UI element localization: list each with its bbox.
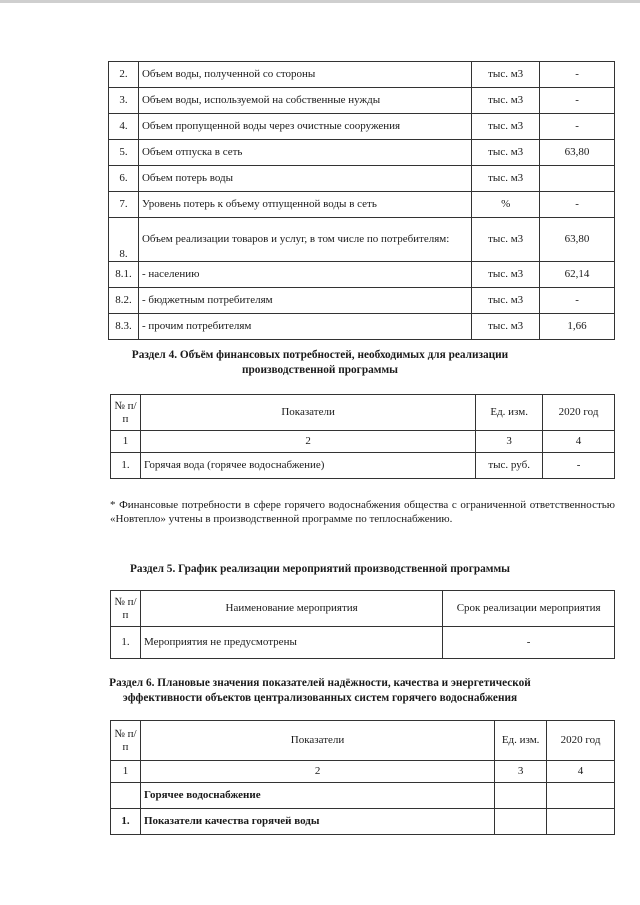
row-unit: тыс. м3 [472,166,540,192]
row-num: 8. [109,218,139,262]
index-3: 3 [495,761,547,783]
group-num [111,783,141,809]
row-unit: тыс. м3 [472,114,540,140]
row-year [547,809,615,835]
row-name: Мероприятия не предусмотрены [140,627,442,659]
row-num: 8.2. [109,288,139,314]
index-4: 4 [543,431,615,453]
row-value: - [540,192,615,218]
table-row [109,140,615,166]
index-4: 4 [547,761,615,783]
row-num: 5. [109,140,139,166]
section5-title: Раздел 5. График реализации мероприятий производственной программы [130,563,510,575]
index-3: 3 [476,431,543,453]
table-row [109,192,615,218]
table-row [109,314,615,340]
index-1: 1 [111,431,141,453]
section6-title: Раздел 6. Плановые значения показателей надёжности, качества и энергетической эффективности объектов централизованных систем горячего водоснабжения [109,677,531,704]
table-row [109,88,615,114]
index-2: 2 [140,431,475,453]
group-unit [495,783,547,809]
row-name: Объем потерь воды [138,166,471,192]
row-name: - населению [138,262,471,288]
header-name: Показатели [140,721,494,761]
row-num: 1. [111,627,141,659]
group-year [547,783,615,809]
header-name: Наименование мероприятия [140,591,442,627]
index-1: 1 [111,761,141,783]
header-unit: Ед. изм. [476,395,543,431]
table-row [109,262,615,288]
index-2: 2 [140,761,494,783]
header-name: Показатели [140,395,475,431]
row-name: Объем воды, используемой на собственные нужды [138,88,471,114]
row-value: 1,66 [540,314,615,340]
row-unit: тыс. м3 [472,62,540,88]
row-num: 1. [111,453,141,479]
row-num: 3. [109,88,139,114]
row-num: 4. [109,114,139,140]
schedule-table [110,590,615,659]
row-value: 63,80 [540,140,615,166]
section4-title: Раздел 4. Объём финансовых потребностей, необходимых для реализации производственной программы [131,349,509,376]
row-unit: тыс. м3 [472,314,540,340]
header-year: 2020 год [543,395,615,431]
row-name: Объем воды, полученной со стороны [138,62,471,88]
table-row [109,166,615,192]
group-name: Горячее водоснабжение [140,783,494,809]
row-unit: тыс. м3 [472,288,540,314]
row-name: Объем отпуска в сеть [138,140,471,166]
table-row [109,62,615,88]
row-num: 8.1. [109,262,139,288]
financial-needs-table [110,394,615,479]
financial-note: * Финансовые потребности в сфере горячего водоснабжения общества с ограниченной ответственностью «Новтепло» учтены в производственной программе по теплоснабжению. [110,499,615,525]
row-unit: тыс. м3 [472,140,540,166]
water-volume-table [108,61,615,340]
row-name: Уровень потерь к объему отпущенной воды в сеть [138,192,471,218]
row-unit: тыс. м3 [472,88,540,114]
row-name: Объем пропущенной воды через очистные сооружения [138,114,471,140]
row-name: - прочим потребителям [138,314,471,340]
row-num: 6. [109,166,139,192]
row-value: - [540,114,615,140]
row-name: Показатели качества горячей воды [140,809,494,835]
header-unit: Ед. изм. [495,721,547,761]
row-num: 8.3. [109,314,139,340]
header-num: № п/п [111,721,141,761]
row-value: - [540,62,615,88]
table-row [109,114,615,140]
row-unit: % [472,192,540,218]
row-value: - [540,288,615,314]
row-unit: тыс. м3 [472,218,540,262]
row-name: - бюджетным потребителям [138,288,471,314]
row-value: 63,80 [540,218,615,262]
row-num: 7. [109,192,139,218]
row-name: Объем реализации товаров и услуг, в том числе по потребителям: [138,218,471,262]
row-unit: тыс. руб. [476,453,543,479]
row-term: - [443,627,615,659]
row-year: - [543,453,615,479]
scan-top-edge [0,0,640,3]
header-term: Срок реализации мероприятия [443,591,615,627]
table-row [109,218,615,262]
row-num: 2. [109,62,139,88]
row-num: 1. [111,809,141,835]
header-year: 2020 год [547,721,615,761]
row-unit: тыс. м3 [472,262,540,288]
header-num: № п/п [111,395,141,431]
row-value: 62,14 [540,262,615,288]
table-row [109,288,615,314]
header-num: № п/п [111,591,141,627]
row-value [540,166,615,192]
row-name: Горячая вода (горячее водоснабжение) [140,453,475,479]
row-unit [495,809,547,835]
quality-indicators-table [110,720,615,835]
row-value: - [540,88,615,114]
